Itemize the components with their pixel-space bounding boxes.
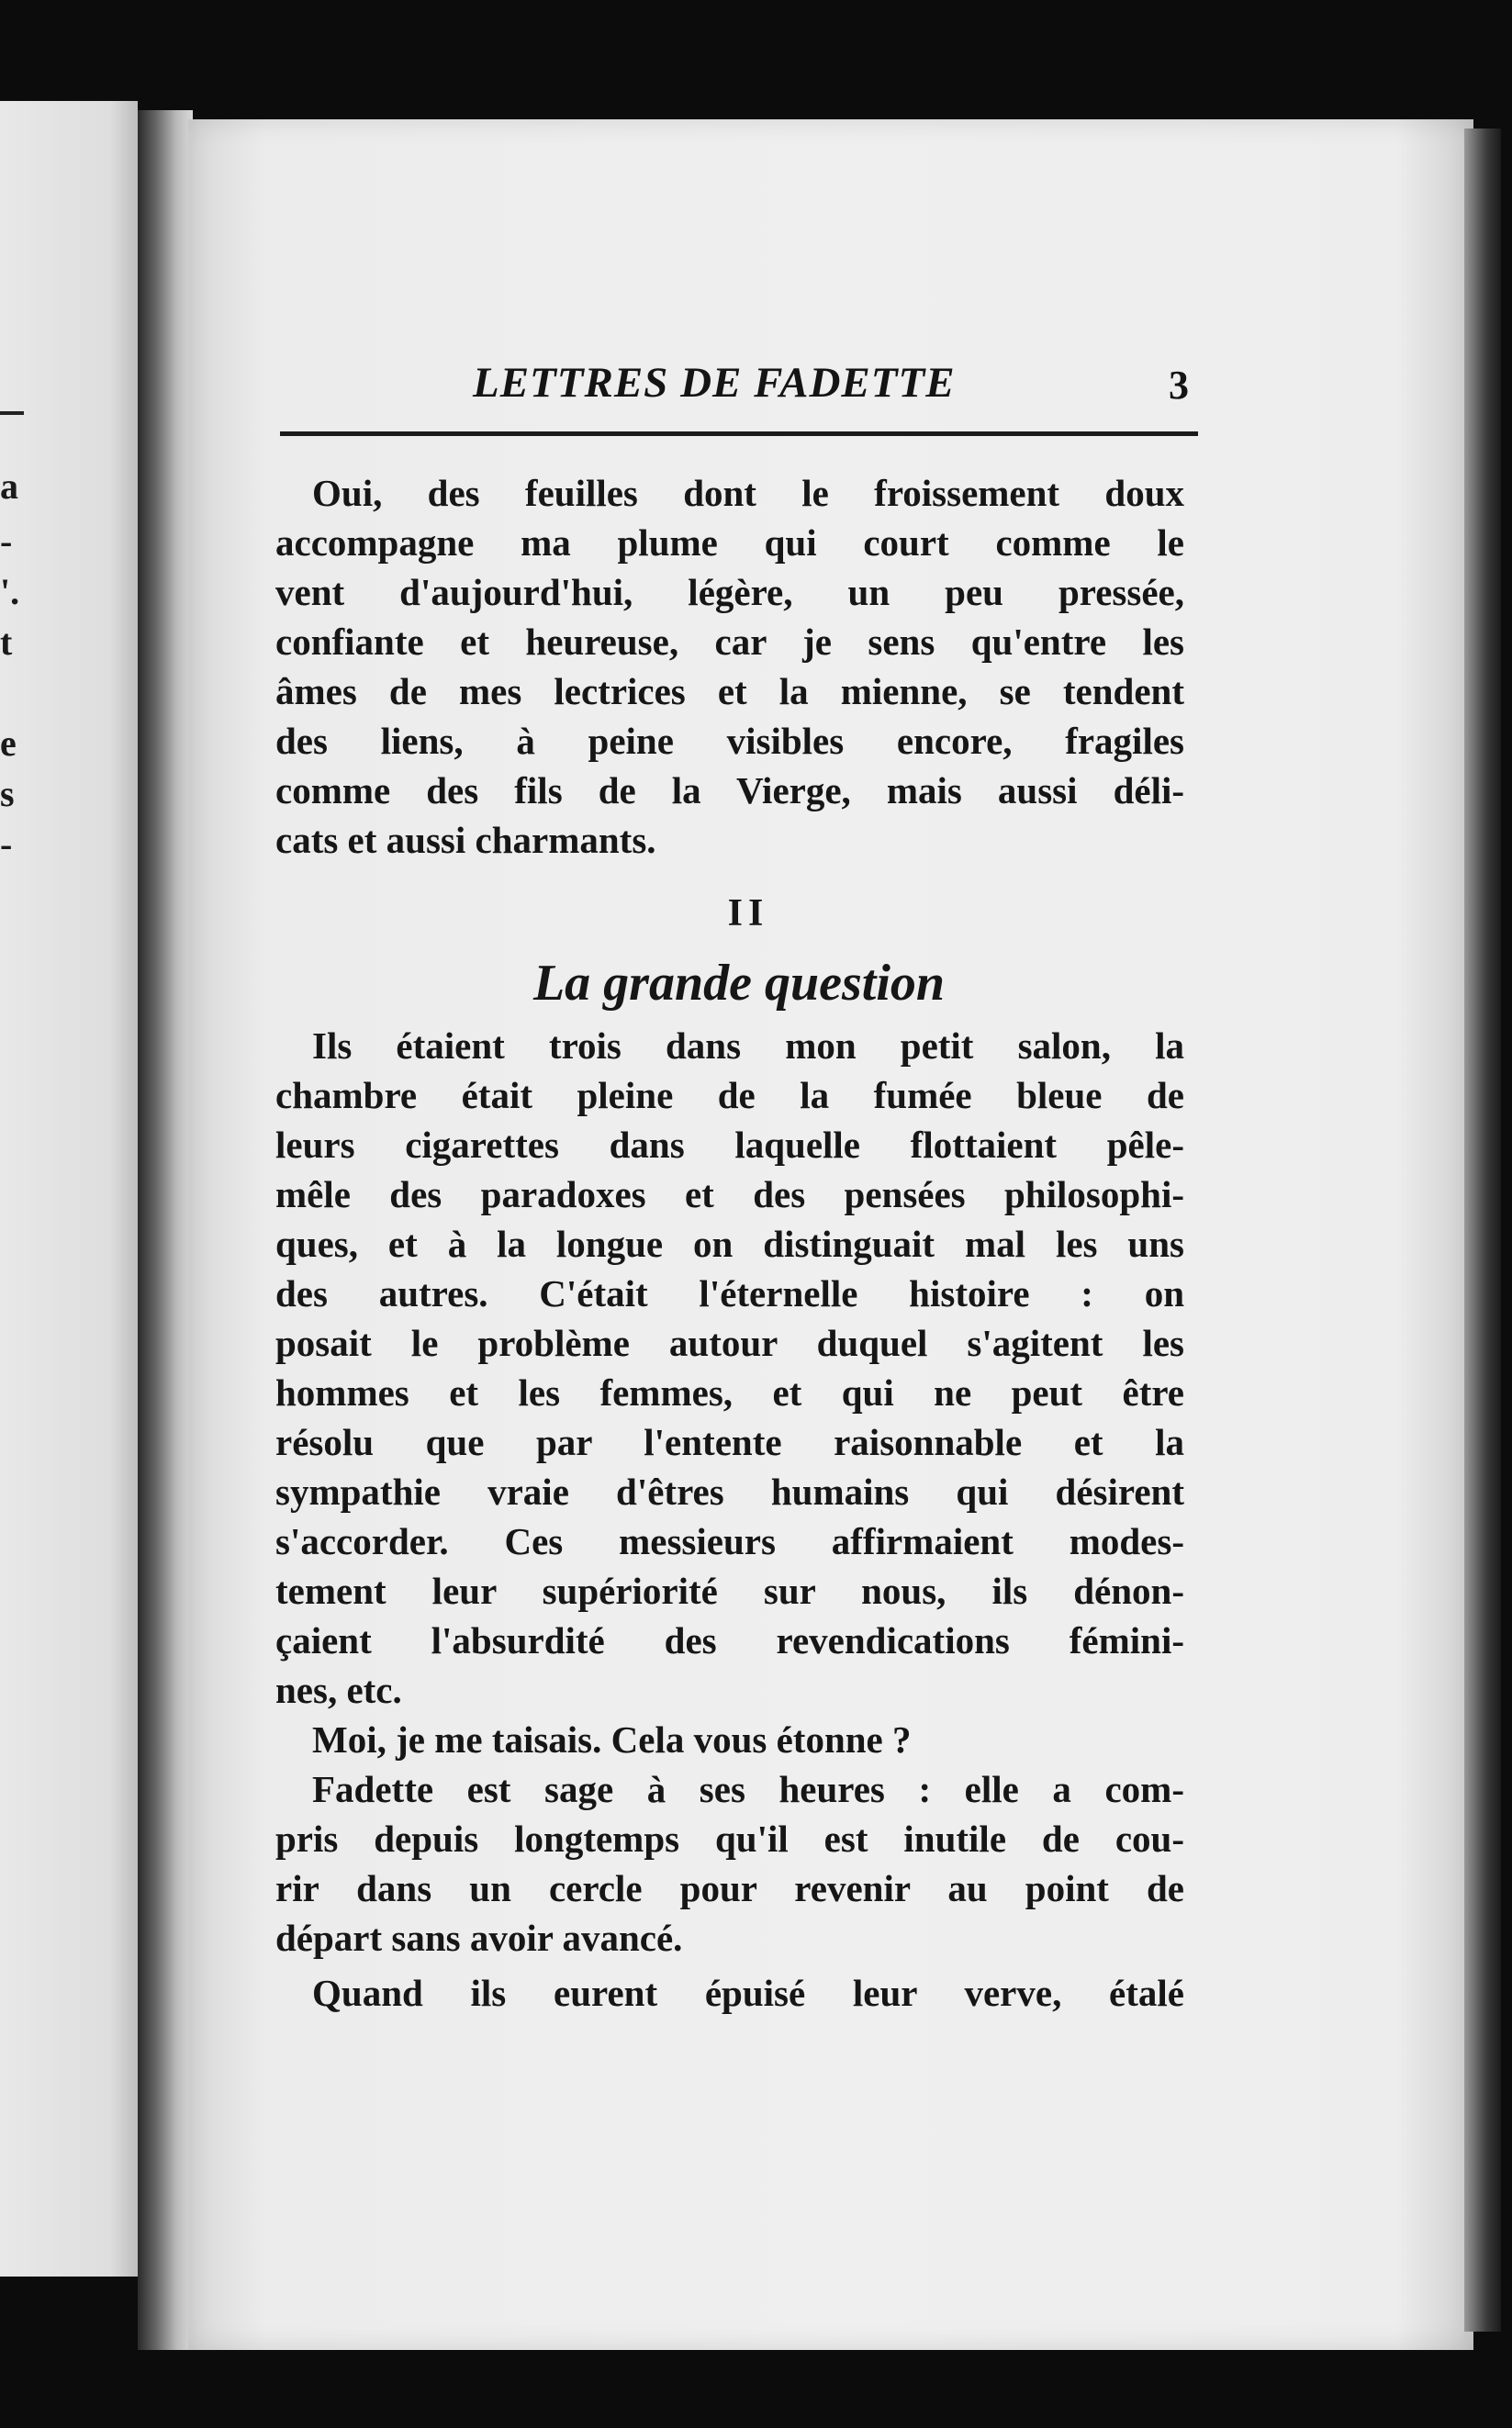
text-line: s'accorder. Ces messieurs affirmaient modes- <box>275 1520 1184 1562</box>
paragraph-1 <box>275 468 1184 865</box>
text-line: çaient l'absurdité des revendications fémini- <box>275 1619 1184 1662</box>
text-line: vent d'aujourd'hui, légère, un peu pressée, <box>275 571 1184 613</box>
text-line: pris depuis longtemps qu'il est inutile de cou- <box>275 1818 1184 1860</box>
page-header <box>280 351 1198 424</box>
left-page-fragment: e <box>0 722 17 764</box>
left-page-fragment: a <box>0 465 18 507</box>
book-gutter <box>138 110 193 2350</box>
right-page-edge <box>1464 129 1501 2332</box>
paragraph-4 <box>275 1764 1184 1963</box>
section-title: La grande question <box>532 955 946 1012</box>
left-page-edge <box>0 101 138 2277</box>
left-page-fragment: - <box>0 520 13 562</box>
paragraph-3 <box>275 1715 1184 1764</box>
left-page-fragment: s <box>0 773 15 814</box>
header-rule <box>280 431 1198 436</box>
text-line: résolu que par l'entente raisonnable et la <box>275 1421 1184 1463</box>
running-title: LETTRES DE FADETTE <box>473 359 956 407</box>
text-line: accompagne ma plume qui court comme le <box>275 521 1184 564</box>
text-line: départ sans avoir avancé. <box>275 1917 683 1959</box>
left-page-fragment: '. <box>0 571 20 612</box>
left-page-fragment: t <box>0 621 13 663</box>
text-line: mêle des paradoxes et des pensées philosophi- <box>275 1173 1184 1215</box>
section-number: II <box>727 892 769 934</box>
text-line: Fadette est sage à ses heures : elle a com- <box>312 1768 1184 1810</box>
text-line: tement leur supériorité sur nous, ils dénon- <box>275 1570 1184 1612</box>
left-page-fragment: - <box>0 823 13 865</box>
text-line: posait le problème autour duquel s'agitent les <box>275 1322 1184 1364</box>
text-line: Quand ils eurent épuisé leur verve, étalé <box>312 1972 1184 2014</box>
text-line: sympathie vraie d'êtres humains qui désirent <box>275 1471 1184 1513</box>
text-line: nes, etc. <box>275 1669 402 1711</box>
text-line: comme des fils de la Vierge, mais aussi déli- <box>275 769 1184 811</box>
text-line: ques, et à la longue on distinguait mal les uns <box>275 1223 1184 1265</box>
text-line: Ils étaient trois dans mon petit salon, la <box>312 1024 1184 1067</box>
text-line: âmes de mes lectrices et la mienne, se tendent <box>275 670 1184 712</box>
text-line: Oui, des feuilles dont le froissement doux <box>312 472 1184 514</box>
text-line: cats et aussi charmants. <box>275 819 656 861</box>
text-line: confiante et heureuse, car je sens qu'entre les <box>275 621 1184 663</box>
left-page-rule <box>0 411 24 415</box>
text-line: des autres. C'était l'éternelle histoire : on <box>275 1272 1184 1315</box>
text-line: leurs cigarettes dans laquelle flottaient pêle- <box>275 1124 1184 1166</box>
text-line: chambre était pleine de la fumée bleue de <box>275 1074 1184 1116</box>
text-line: hommes et les femmes, et qui ne peut être <box>275 1371 1184 1414</box>
text-line: des liens, à peine visibles encore, fragiles <box>275 720 1184 762</box>
paragraph-2 <box>275 1021 1184 1715</box>
page-body <box>275 468 1184 2018</box>
page-number: 3 <box>1169 363 1189 408</box>
text-line: rir dans un cercle pour revenir au point de <box>275 1867 1184 1909</box>
text-line: Moi, je me taisais. Cela vous étonne ? <box>312 1718 912 1761</box>
paragraph-5 <box>275 1968 1184 2018</box>
